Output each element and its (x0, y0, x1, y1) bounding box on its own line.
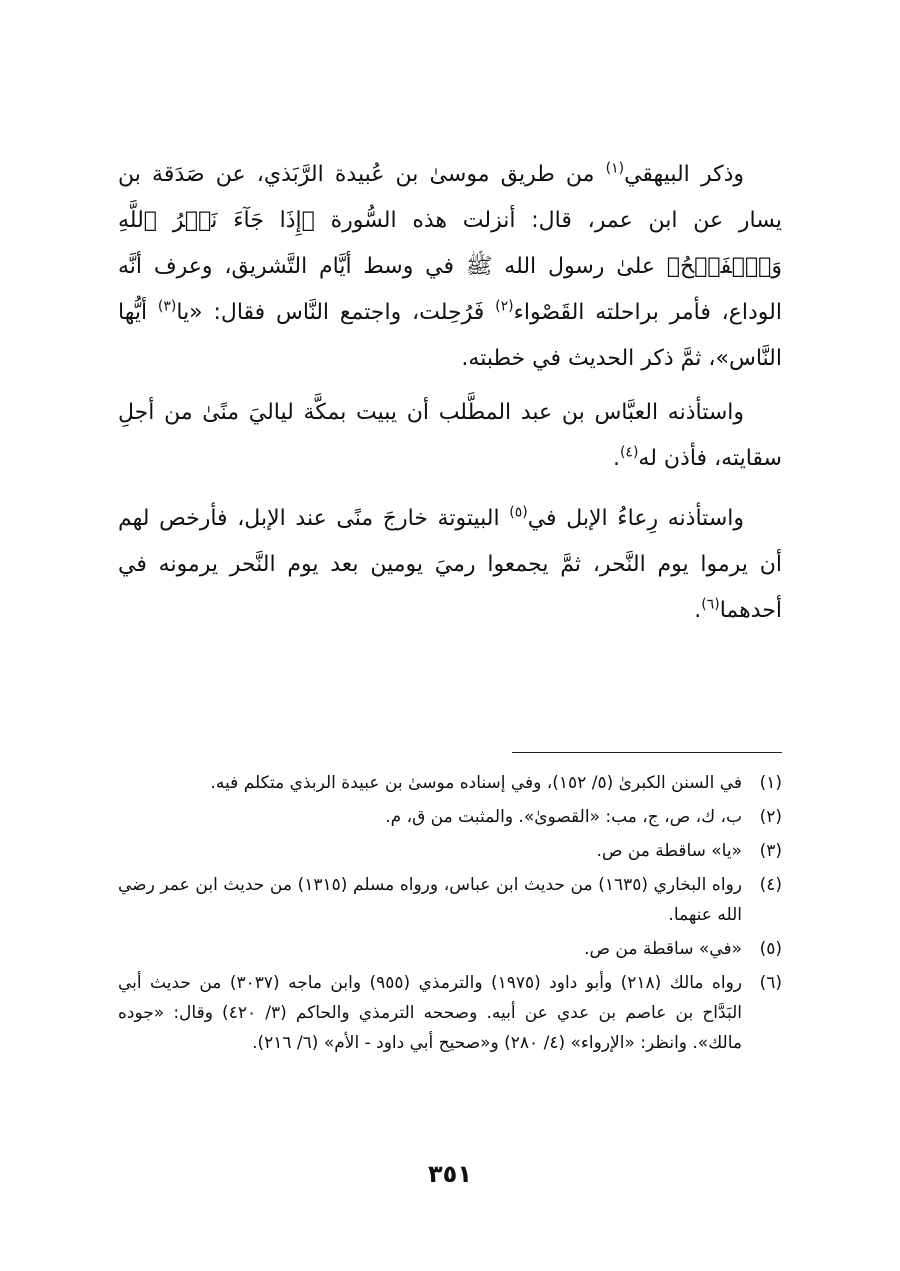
footnotes (118, 768, 782, 1062)
text-run: البيتوتة خارجَ منًى عند الإبل، فأرخص لهم أن يرموا يوم النَّحر، ثمَّ يجمعوا رميَ يومين بعد يوم النَّحر يرمونه في أحدهما (118, 506, 782, 623)
text-run: . (694, 598, 702, 623)
quran-verse: ﴿إِذَا جَآءَ نَصۡرُ ٱللَّهِ وَٱلۡفَتۡحُ﴾ (118, 208, 782, 279)
footnote-number: (٥) (759, 939, 782, 959)
footnote-ref-6: (٦) (701, 596, 720, 613)
footnote-ref-1: (١) (605, 160, 625, 177)
paragraph-1 (118, 152, 782, 382)
footnote-item (118, 870, 782, 930)
paragraph-3 (118, 496, 782, 634)
text-run: فَرُحِلت، واجتمع النَّاس فقال: «يا (176, 300, 496, 325)
footnote-ref-4: (٤) (619, 444, 639, 461)
footnote-divider (512, 752, 782, 753)
footnote-item (118, 802, 782, 832)
text-run: أيُّها النَّاس»، ثمَّ ذكر الحديث في خطبته. (118, 300, 782, 371)
footnote-number: (٣) (759, 841, 782, 861)
footnote-text: رواه البخاري (١٦٣٥) من حديث ابن عباس، ورواه مسلم (١٣١٥) من حديث ابن عمر رضي الله عنهما. (118, 875, 742, 925)
text-run: . (612, 446, 620, 471)
footnote-text: «يا» ساقطة من ص. (596, 841, 742, 861)
footnote-text: رواه مالك (٢١٨) وأبو داود (١٩٧٥) والترمذي (٩٥٥) وابن ماجه (٣٠٣٧) من حديث أبي البَدَّاح بن عاصم بن عدي عن أبيه. وصححه الترمذي والحاكم (٣/ ٤٢٠) وقال: «جوده مالك». وانظر: «الإرواء» (٤/ ٢٨٠) و«صحيح أبي داود - الأم» (٦/ ٢١٦). (118, 973, 743, 1053)
footnote-item (118, 968, 782, 1058)
text-run: من طريق موسىٰ بن عُبيدة الرَّبَذي، عن صَدَقة بن يسار عن ابن عمر، قال: أنزلت هذه السُّورة (118, 162, 782, 233)
main-text (118, 152, 782, 634)
footnote-number: (٦) (759, 973, 782, 993)
text-run: علىٰ رسول الله ﷺ في وسط أيَّام التَّشريق، وعرف أنَّه الوداع، فأمر براحلته القَصْواء (118, 254, 782, 325)
paragraph-2 (118, 390, 782, 482)
footnote-item (118, 934, 782, 964)
footnote-number: (٢) (759, 807, 782, 827)
text-run: واستأذنه رِعاءُ الإبل في (527, 506, 744, 531)
footnote-text: في السنن الكبرىٰ (٥/ ١٥٢)، وفي إسناده موسىٰ بن عبيدة الربذي متكلم فيه. (210, 773, 742, 793)
footnote-item (118, 836, 782, 866)
footnote-ref-5: (٥) (509, 504, 528, 521)
footnote-item (118, 768, 782, 798)
footnote-text: «في» ساقطة من ص. (584, 939, 742, 959)
footnote-text: ب، ك، ص، ج، مب: «القصوىٰ». والمثبت من ق، م. (385, 807, 742, 827)
footnote-ref-2: (٢) (495, 298, 514, 315)
footnote-ref-3: (٣) (157, 298, 177, 315)
footnote-number: (١) (759, 773, 782, 793)
text-run: واستأذنه العبَّاس بن عبد المطَّلب أن يبيت بمكَّة لياليَ منًىٰ من أجلِ سقايته، فأذن له (118, 400, 782, 471)
page-number: ٣٥١ (428, 1160, 472, 1188)
footnote-number: (٤) (759, 875, 782, 895)
text-run: وذكر البيهقي (624, 162, 744, 187)
